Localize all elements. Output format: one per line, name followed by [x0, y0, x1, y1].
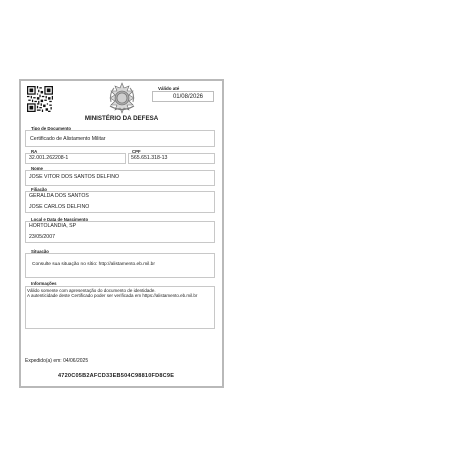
ra-value: 32.001.262208-1: [29, 155, 69, 161]
situation-text: Consulte sua situação no sítio: http://alistamento.eb.mil.br: [32, 262, 155, 267]
situation-label: Situação: [31, 249, 49, 254]
name-label: Nome: [31, 166, 43, 171]
valid-until-label: Válido até: [158, 86, 180, 91]
birth-place-value: HORTOLANDIA, SP: [29, 223, 77, 229]
valid-until-value: 01/08/2026: [172, 94, 203, 100]
verification-hash: 4720C05B2AFCD33EB504C98810FD8C9E: [58, 373, 175, 379]
info-line-2: A autenticidade deste Certificado poder ser verificada em https://alistamento.eb.mil.br: [27, 293, 198, 299]
qr-code-icon: [27, 86, 53, 112]
father-value: JOSE CARLOS DELFINO: [29, 204, 90, 210]
name-value: JOSE VITOR DOS SANTOS DELFINO: [29, 174, 120, 180]
birth-label: Local e Data de Nascimento: [31, 217, 89, 222]
info-label: Informações: [31, 281, 57, 286]
document-type-value: Certificado de Alistamento Militar: [30, 136, 106, 142]
birth-date-value: 23/05/2007: [29, 234, 55, 240]
document-type-label: Tipo de Documento: [31, 126, 72, 131]
info-line-1: Válido somente com apresentação do documento de identidade.: [27, 288, 156, 293]
ministry-title: MINISTÉRIO DA DEFESA: [84, 115, 159, 122]
ra-label: RA: [31, 149, 38, 154]
mother-value: GERALDA DOS SANTOS: [29, 193, 89, 199]
cpf-label: CPF: [132, 149, 141, 154]
issued-date: Expedido(a) em: 04/06/2025: [25, 358, 89, 364]
cpf-value: 565.651.318-13: [131, 155, 168, 161]
parents-label: Filiação: [31, 187, 48, 192]
national-coat-of-arms-icon: [106, 82, 138, 114]
valid-until-field: [152, 91, 214, 102]
info-text: [27, 288, 214, 299]
